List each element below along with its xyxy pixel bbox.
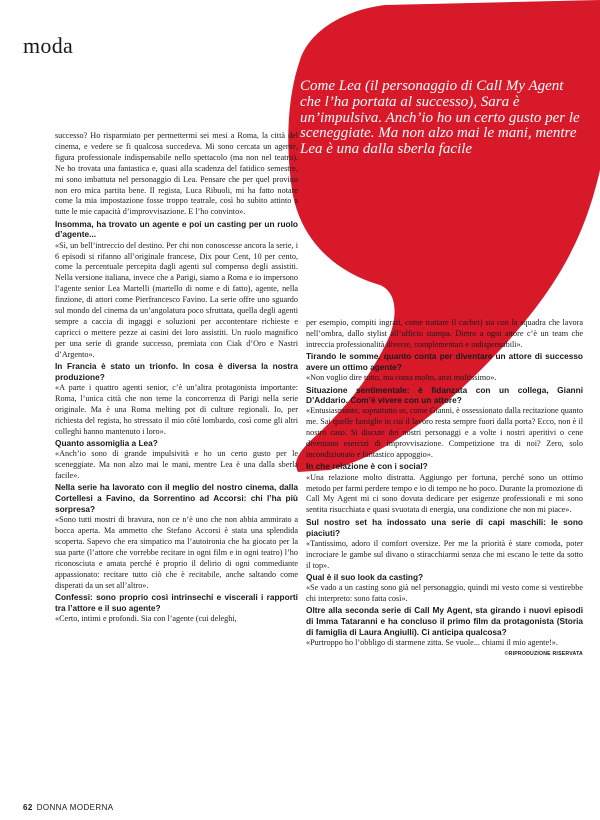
interview-question: In Francia è stato un trionfo. In cosa è diversa la nostra produzione? bbox=[55, 361, 298, 382]
interview-answer: «Se vado a un casting sono già nel personaggio, quindi mi vesto come si vestirebbe chi interpreto: sono fatta così». bbox=[306, 583, 583, 604]
article-column-1 bbox=[55, 131, 298, 625]
interview-answer: «Sì, un bell’intreccio del destino. Per chi non conoscesse ancora la serie, i 6 episodi si rifanno all’originale francese, Dix pour Cent, 10 per cento, come la percentuale percepita dagli agenti sul compenso degli assistiti. Nella versione italiana, invece che a Parigi, siamo a Roma e io impersono l’agente senior Lea Martelli (martello di nome e di fatto), agente, nella finzione, di attori come Pierfrancesco Favino. La serie offre uno sguardo sul mondo del cinema da un’angolatura poco sfruttata, quella degli agenti sempre a caccia di ingaggi e soluzioni per accontentare richieste e capricci o mettere pezze ai casini dei loro assistiti. Un ruolo magnifico per una serie di grande successo, premiata con Ciak d’Oro e Nastri d’Argento». bbox=[55, 240, 298, 359]
interview-answer: «Tantissimo, adoro il comfort oversize. Per me la priorità è stare comoda, poter incrociare le gambe sul divano o stiracchiarmi senza che mi escano le tette da sotto il top». bbox=[306, 538, 583, 570]
interview-question: Confessi: sono proprio così intrinsechi e viscerali i rapporti tra l’attore e il suo agente? bbox=[55, 591, 298, 613]
interview-question: Nella serie ha lavorato con il meglio del nostro cinema, dalla Cortellesi a Favino, da Sorrentino ad Accorsi: chi l’ha più sorpresa? bbox=[55, 482, 298, 514]
interview-answer: «Anch’io sono di grande impulsività e ho un certo gusto per le sceneggiate. Ma non alzo mai le mani, mentre Lea è una dalla sberla facile». bbox=[55, 449, 298, 481]
page-footer bbox=[23, 803, 113, 812]
magazine-name: DONNA MODERNA bbox=[36, 803, 114, 812]
interview-answer: «Purtroppo ho l’obbligo di starmene zitta. Se vuole... chiami il mio agente!». ©RIPRODUZIONE RISERVATA bbox=[306, 638, 583, 649]
interview-answer: «Entusiasmante, soprattutto se, come Gianni, è ossessionato dalla recitazione quanto me. Sai quelle famiglie in cui il lavoro resta sempre fuori dalla porta? Ecco, non è il nostro caso. Si discute dei nostri personaggi e a volte i nostri aperitivi o cene diventano esercizi di improvvisazione. Competizione tra di noi? Zero, solo incondizionato e fantastico appoggio». bbox=[306, 406, 583, 460]
interview-answer: «A parte i quattro agenti senior, c’è un’altra protagonista importante: Roma, l’unica città che non teme la concorrenza di Parigi nella serie originale. Ma è una Roma melting pot di culture regionali. Io, per richiesta del regista, ho stressato il mio côté lombardo, così come gli altri colleghi hanno mantenuto i loro». bbox=[55, 383, 298, 436]
interview-question: In che relazione è con i social? bbox=[306, 461, 428, 472]
interview-answer: «Certo, intimi e profondi. Sia con l’agente (cui deleghi, bbox=[55, 613, 237, 623]
section-title: moda bbox=[23, 33, 74, 58]
interview-answer: «Una relazione molto distratta. Aggiungo per fortuna, perché sono un ottimo metodo per farmi perdere tempo e io di tempo ne ho poco. Durante la promozione di Call My Agent mi ci sono dovuta dedicare per esigenze professionali e mi sono sentita risucchiata e quasi svuotata di energia, una condizione che non mi piace». bbox=[306, 472, 583, 515]
interview-answer: per esempio, compiti ingrati, come trattare il cachet) sia con la squadra che lavora nell’ombra, dallo stylist all’ufficio stampa. Dietro a ogni attore c’è un team che intreccia professionalità diverse, complementari e indispensabili». bbox=[306, 318, 583, 349]
interview-answer: «Non voglio dire tutto, ma conta molto, anzi moltissimo». bbox=[306, 373, 497, 383]
interview-question: Insomma, ha trovato un agente e poi un casting per un ruolo d’agente... bbox=[55, 218, 298, 240]
interview-question: Tirando le somme, quanto conta per diventare un attore di successo avere un ottimo agente? bbox=[306, 351, 583, 372]
pull-quote: Come Lea (il personaggio di Call My Agent che l’ha portata al successo), Sara è un’impulsiva. Anch’io ho un certo gusto per le sceneggiate. Ma non alzo mai le mani, mentre Lea è una dalla sberla facile bbox=[300, 78, 580, 158]
interview-question: Oltre alla seconda serie di Call My Agent, sta girando i nuovi episodi di Imma Tataranni e ha concluso il primo film da protagonista (Storia di famiglia di Laura Angiulli). Ci anticipa qualcosa? bbox=[306, 605, 583, 637]
interview-question: Situazione sentimentale: è fidanzata con un collega, Gianni D’Addario. Com’è vivere con un attore? bbox=[306, 384, 583, 406]
interview-answer: «Sono tutti mostri di bravura, non ce n’è uno che non abbia ammirato a bocca aperta. Ma ammetto che Stefano Accorsi è stata una splendida scoperta. Sapevo che era simpatico ma l’autoironia che ha giocato per la sua parte (l’attore che vorrebbe recitare in ogni film e in ogni teatro) l’ho riconosciuta e amata perché è proprio il delirio di ogni commediante appassionato: recitare tutto ciò che è recitabile, anche saltando come disperati da un set all’altro». bbox=[55, 515, 298, 590]
copyright-notice: ©RIPRODUZIONE RISERVATA bbox=[504, 650, 583, 657]
page-number: 62 bbox=[23, 803, 33, 812]
interview-question: Quanto assomiglia a Lea? bbox=[55, 438, 158, 449]
interview-answer: successo? Ho risparmiato per permettermi sei mesi a Roma, la città del cinema, e vedere se fi qualcosa succedeva. Mi sono cercata un agente, figura professionale indispensabile nello spettacolo (ma non nel teatro). Ne ho trovata una fantastica e, quasi alla scadenza del fatidico semestre, mi sono imbattuta nel personaggio di Lea. Pensare che per quel provino non ero mica partita bene. Il regista, Luca Ribuoli, mi ha fatto notare come la mia impostazione fosse troppo teatrale, così ho subito attinto a tutte le mie capacità d’improvvisazione. E l’ho convinto». bbox=[55, 131, 298, 217]
article-column-2 bbox=[306, 318, 583, 660]
interview-question: Qual è il suo look da casting? bbox=[306, 571, 424, 582]
interview-question: Sul nostro set ha indossato una serie di capi maschili: le sono piaciuti? bbox=[306, 516, 583, 538]
